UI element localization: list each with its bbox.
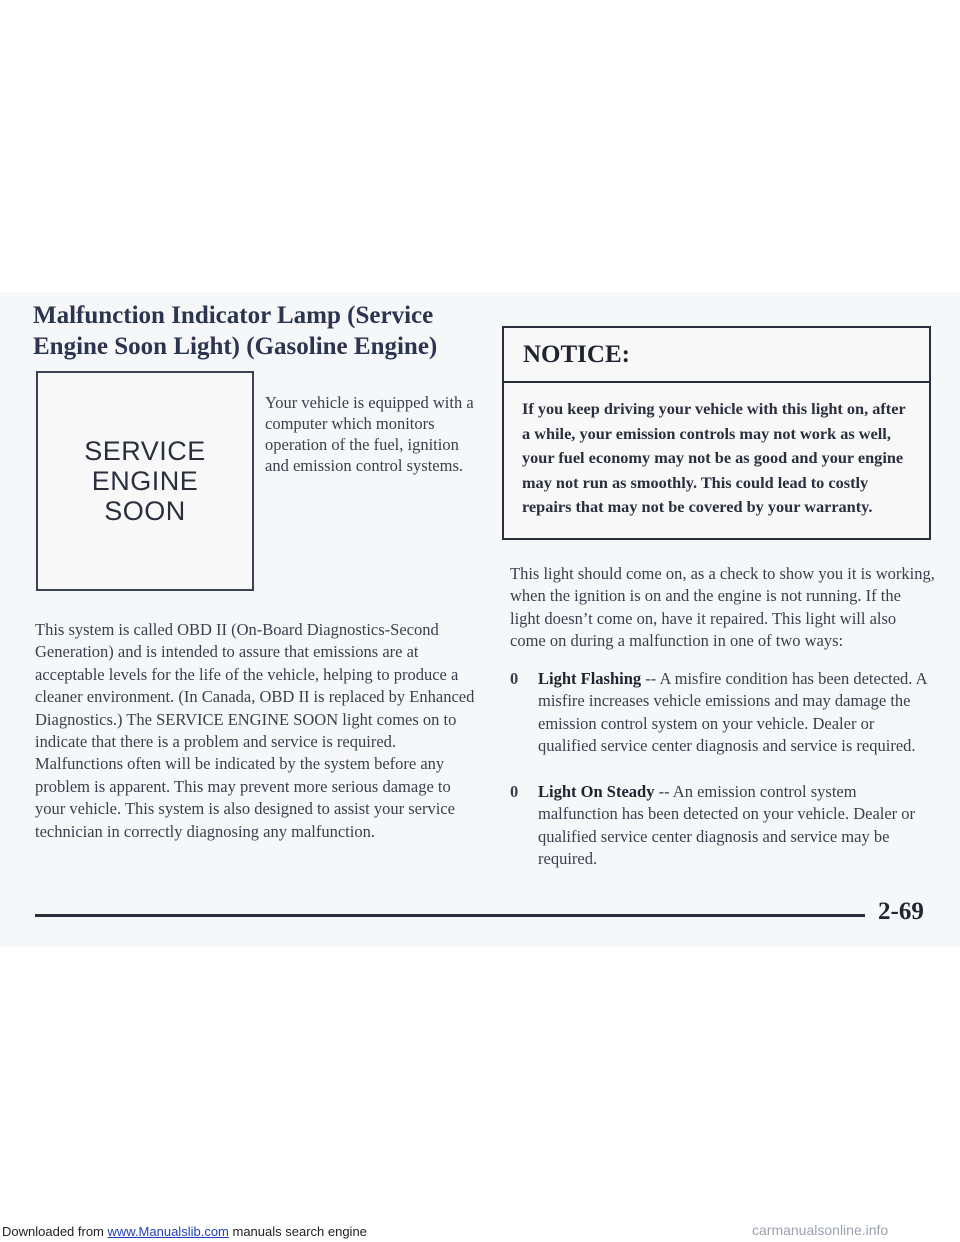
obd-description-paragraph: This system is called OBD II (On-Board Diagnostics-Second Generation) and is intended to assure that emissions are at acceptable levels for the life of the vehicle, helping to produce a cleaner environment. (In Canada, OBD II is replaced by Enhanced Diagnostics.) The SERVICE ENGINE SOON light comes on to indicate that there is a problem and service is required. Malfunctions often will be indicated by the system before any problem is apparent. This may prevent more serious damage to your vehicle. This system is also designed to assist your service technician in correctly diagnosing any malfunction. bbox=[35, 620, 475, 841]
manualslib-link[interactable]: www.Manualslib.com bbox=[107, 1224, 229, 1239]
notice-box bbox=[502, 326, 931, 540]
bullet-text: -- An emission control system malfunction has been detected on your vehicle. Dealer or qualified service center diagnosis and service may be required. bbox=[538, 782, 916, 869]
malfunction-modes-list-2 bbox=[510, 781, 935, 871]
download-footer bbox=[2, 1224, 367, 1239]
page-number: 2-69 bbox=[878, 898, 924, 925]
bullet-term: Light Flashing bbox=[538, 669, 642, 688]
lamp-line-1: SERVICE bbox=[84, 436, 206, 466]
notice-title: NOTICE: bbox=[504, 328, 929, 383]
bullet-text: -- A misfire condition has been detected. A misfire increases vehicle emissions and may damage the emission control system on your vehicle. Dealer or qualified service center diagnosis and service is required. bbox=[538, 669, 927, 756]
bullet-icon: 0 bbox=[510, 669, 519, 688]
notice-text: If you keep driving your vehicle with this light on, after a while, your emission controls may not work as well, your fuel economy may not be as good and your engine may not run as smoothly. This could lead to costly repairs that may not be covered by your warranty. bbox=[522, 399, 906, 516]
malfunction-modes-list bbox=[510, 668, 935, 758]
section-title: Malfunction Indicator Lamp (Service Engine Soon Light) (Gasoline Engine) bbox=[33, 302, 438, 360]
bullet-term: Light On Steady bbox=[538, 782, 655, 801]
intro-paragraph: Your vehicle is equipped with a computer which monitors operation of the fuel, ignition and emission control systems. bbox=[265, 393, 474, 475]
lamp-line-3: SOON bbox=[104, 496, 186, 526]
list-item-light-flashing bbox=[510, 668, 935, 758]
light-check-paragraph: This light should come on, as a check to show you it is working, when the ignition is on and the engine is not running. If the light doesn’t come on, have it repaired. This light will also come on during a malfunction in one of two ways: bbox=[510, 564, 935, 651]
watermark-text: carmanualsonline.info bbox=[752, 1222, 889, 1238]
service-engine-soon-lamp-illustration bbox=[36, 371, 254, 591]
footer-prefix: Downloaded from bbox=[2, 1224, 108, 1239]
footer-rule bbox=[35, 914, 865, 917]
footer-suffix: manuals search engine bbox=[228, 1224, 367, 1239]
lamp-line-2: ENGINE bbox=[91, 466, 199, 496]
list-item-light-on-steady bbox=[510, 781, 935, 871]
bullet-icon: 0 bbox=[510, 782, 519, 801]
